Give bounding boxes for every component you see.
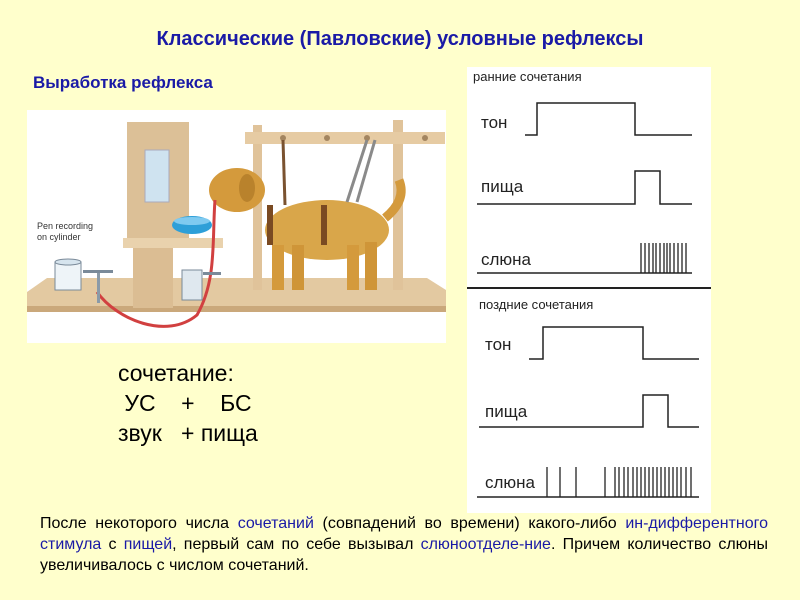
term-indifferent-stimulus: ин-дифферентного стимула bbox=[40, 515, 768, 553]
page-title: Классические (Павловские) условные рефлексы bbox=[156, 28, 644, 50]
early-saliva-spikes bbox=[641, 243, 686, 273]
combination-formula bbox=[118, 358, 258, 448]
dog-head bbox=[209, 168, 265, 212]
pavlov-experiment-illustration bbox=[27, 110, 446, 343]
early-saliva-label: слюна bbox=[481, 250, 532, 269]
frame-top-beam bbox=[245, 132, 445, 144]
term-food: пищей bbox=[123, 536, 173, 553]
term-salivation: слюноотделе-ние bbox=[420, 536, 551, 553]
measuring-jar bbox=[182, 270, 202, 300]
combination-line1: сочетание: bbox=[118, 360, 234, 386]
late-combinations-title: поздние сочетания bbox=[479, 297, 594, 312]
late-saliva-label: слюна bbox=[485, 473, 536, 492]
combination-line2: УС + БС bbox=[118, 390, 252, 416]
description-part3: с bbox=[101, 536, 124, 553]
window-glass bbox=[145, 150, 169, 202]
late-saliva-spikes bbox=[547, 467, 691, 497]
section-subtitle: Выработка рефлекса bbox=[33, 73, 213, 92]
base-platform bbox=[27, 278, 446, 306]
timing-diagram bbox=[467, 67, 711, 513]
late-food-label: пища bbox=[485, 402, 528, 421]
description-part5: . Причем количество слюны увеличивалось с числом сочетаний. bbox=[40, 536, 768, 574]
early-tone-label: тон bbox=[481, 113, 508, 132]
description-paragraph bbox=[40, 513, 768, 576]
description-part2: (совпадений во времени) какого-либо bbox=[313, 515, 626, 532]
term-combinations: сочетаний bbox=[237, 515, 314, 532]
combination-line3: звук + пища bbox=[118, 420, 258, 446]
late-tone-trace bbox=[529, 327, 699, 359]
description-part4: , первый сам по себе вызывал bbox=[172, 536, 421, 553]
early-food-label: пища bbox=[481, 177, 524, 196]
early-combinations-title: ранние сочетания bbox=[473, 69, 582, 84]
frame-post-middle bbox=[253, 125, 262, 290]
early-tone-trace bbox=[525, 103, 692, 135]
pen-recording-caption-line2: on cylinder bbox=[37, 232, 81, 242]
recording-cylinder bbox=[55, 262, 81, 290]
late-tone-label: тон bbox=[485, 335, 512, 354]
table-top bbox=[123, 238, 223, 248]
description-part1: После некоторого числа bbox=[40, 515, 238, 532]
pen-recording-caption-line1: Pen recording bbox=[37, 221, 94, 231]
